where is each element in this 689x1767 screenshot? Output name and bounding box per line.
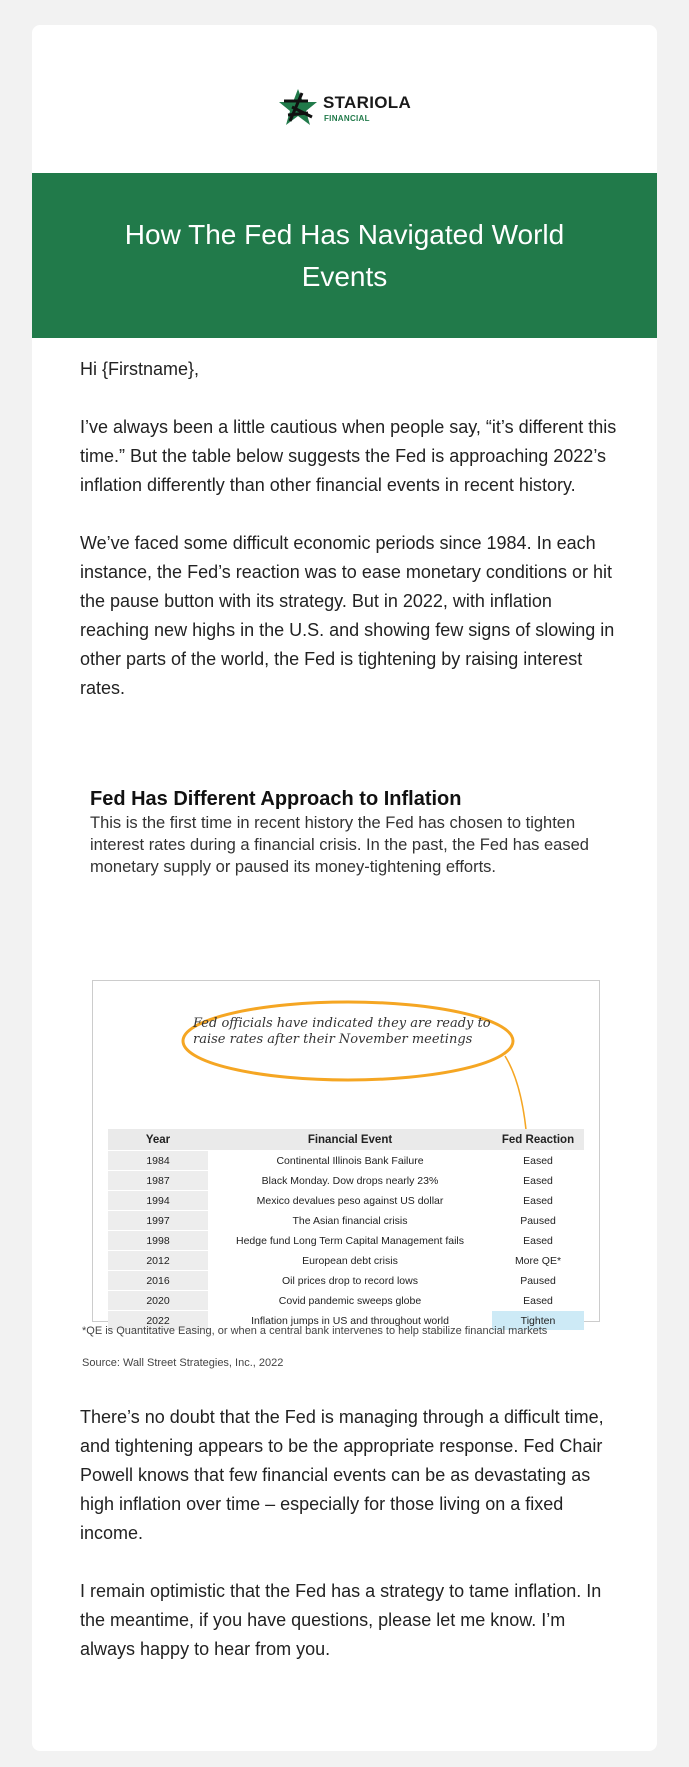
event-cell: Mexico devalues peso against US dollar <box>208 1191 492 1211</box>
logo-name: STARIOLA <box>323 93 412 112</box>
table-row <box>108 1291 584 1311</box>
year-cell: 1997 <box>108 1211 208 1231</box>
year-cell: 2020 <box>108 1291 208 1311</box>
logo-subtitle: FINANCIAL <box>324 114 370 123</box>
reaction-cell: Eased <box>492 1291 584 1311</box>
year-cell: 2022 <box>108 1311 208 1331</box>
reaction-cell: Tighten <box>492 1311 584 1331</box>
footnote: *QE is Quantitative Easing, or when a central bank intervenes to help stabilize financial markets <box>82 1325 548 1337</box>
annotation-text: Fed officials have indicated they are ready to raise rates after their November meetings <box>193 1016 491 1047</box>
reaction-cell: Eased <box>492 1151 584 1171</box>
year-cell: 2016 <box>108 1271 208 1291</box>
table-row <box>108 1271 584 1291</box>
year-cell: 1984 <box>108 1151 208 1171</box>
table-row <box>108 1171 584 1191</box>
year-cell: 1987 <box>108 1171 208 1191</box>
event-cell: Covid pandemic sweeps globe <box>208 1291 492 1311</box>
table-row <box>108 1211 584 1231</box>
outro-text <box>80 1403 625 1693</box>
table-row <box>108 1251 584 1271</box>
greeting: Hi {Firstname}, <box>80 359 200 379</box>
paragraph: I’ve always been a little cautious when people say, “it’s different this time.” But the table below suggests the Fed is approaching 2022’s inflation differently than other financial events in recent history. <box>80 417 617 495</box>
event-cell: Continental Illinois Bank Failure <box>208 1151 492 1171</box>
stariola-logo <box>278 81 458 141</box>
table-image <box>92 980 600 1327</box>
figure-title: Fed Has Different Approach to Inflation <box>90 788 462 810</box>
event-cell: European debt crisis <box>208 1251 492 1271</box>
event-cell: Hedge fund Long Term Capital Management fails <box>208 1231 492 1251</box>
table-row <box>108 1191 584 1211</box>
paragraph: We’ve faced some difficult economic periods since 1984. In each instance, the Fed’s reaction was to ease monetary conditions or hit the pause button with its strategy. But in 2022, with inflation reaching new highs in the U.S. and showing few signs of slowing in other parts of the world, the Fed is tightening by raising interest rates. <box>80 533 615 698</box>
paragraph: I remain optimistic that the Fed has a strategy to tame inflation. In the meantime, if you have questions, please let me know. I’m always happy to hear from you. <box>80 1581 602 1659</box>
reaction-cell: Eased <box>492 1231 584 1251</box>
reaction-cell: Eased <box>492 1191 584 1211</box>
year-cell: 1998 <box>108 1231 208 1251</box>
header-banner <box>32 173 657 338</box>
event-cell: The Asian financial crisis <box>208 1211 492 1231</box>
email-card <box>32 25 657 1751</box>
reaction-cell: Paused <box>492 1271 584 1291</box>
event-cell: Inflation jumps in US and throughout world <box>208 1311 492 1331</box>
paragraph: There’s no doubt that the Fed is managing through a difficult time, and tightening appears to be the appropriate response. Fed Chair Powell knows that few financial events can be as devastating as high inflation over time – especially for those living on a fixed income. <box>80 1407 604 1543</box>
table-row <box>108 1151 584 1171</box>
fed-reaction-table <box>108 1129 584 1331</box>
year-cell: 1994 <box>108 1191 208 1211</box>
reaction-cell: More QE* <box>492 1251 584 1271</box>
event-cell: Oil prices drop to record lows <box>208 1271 492 1291</box>
fed-table-figure <box>90 787 610 1327</box>
intro-text <box>80 355 620 732</box>
column-header: Financial Event <box>208 1129 492 1151</box>
column-header: Fed Reaction <box>492 1129 584 1151</box>
reaction-cell: Eased <box>492 1171 584 1191</box>
event-cell: Black Monday. Dow drops nearly 23% <box>208 1171 492 1191</box>
star-logo-icon <box>278 87 318 127</box>
year-cell: 2012 <box>108 1251 208 1271</box>
reaction-cell: Paused <box>492 1211 584 1231</box>
figure-description: This is the first time in recent history the Fed has chosen to tighten interest rates during a financial crisis. In the past, the Fed has eased monetary supply or paused its money-tightening efforts. <box>90 814 589 876</box>
column-header: Year <box>108 1129 208 1151</box>
source-note: Source: Wall Street Strategies, Inc., 2022 <box>82 1357 284 1369</box>
email-title: How The Fed Has Navigated World Events <box>124 218 565 292</box>
table-row <box>108 1231 584 1251</box>
